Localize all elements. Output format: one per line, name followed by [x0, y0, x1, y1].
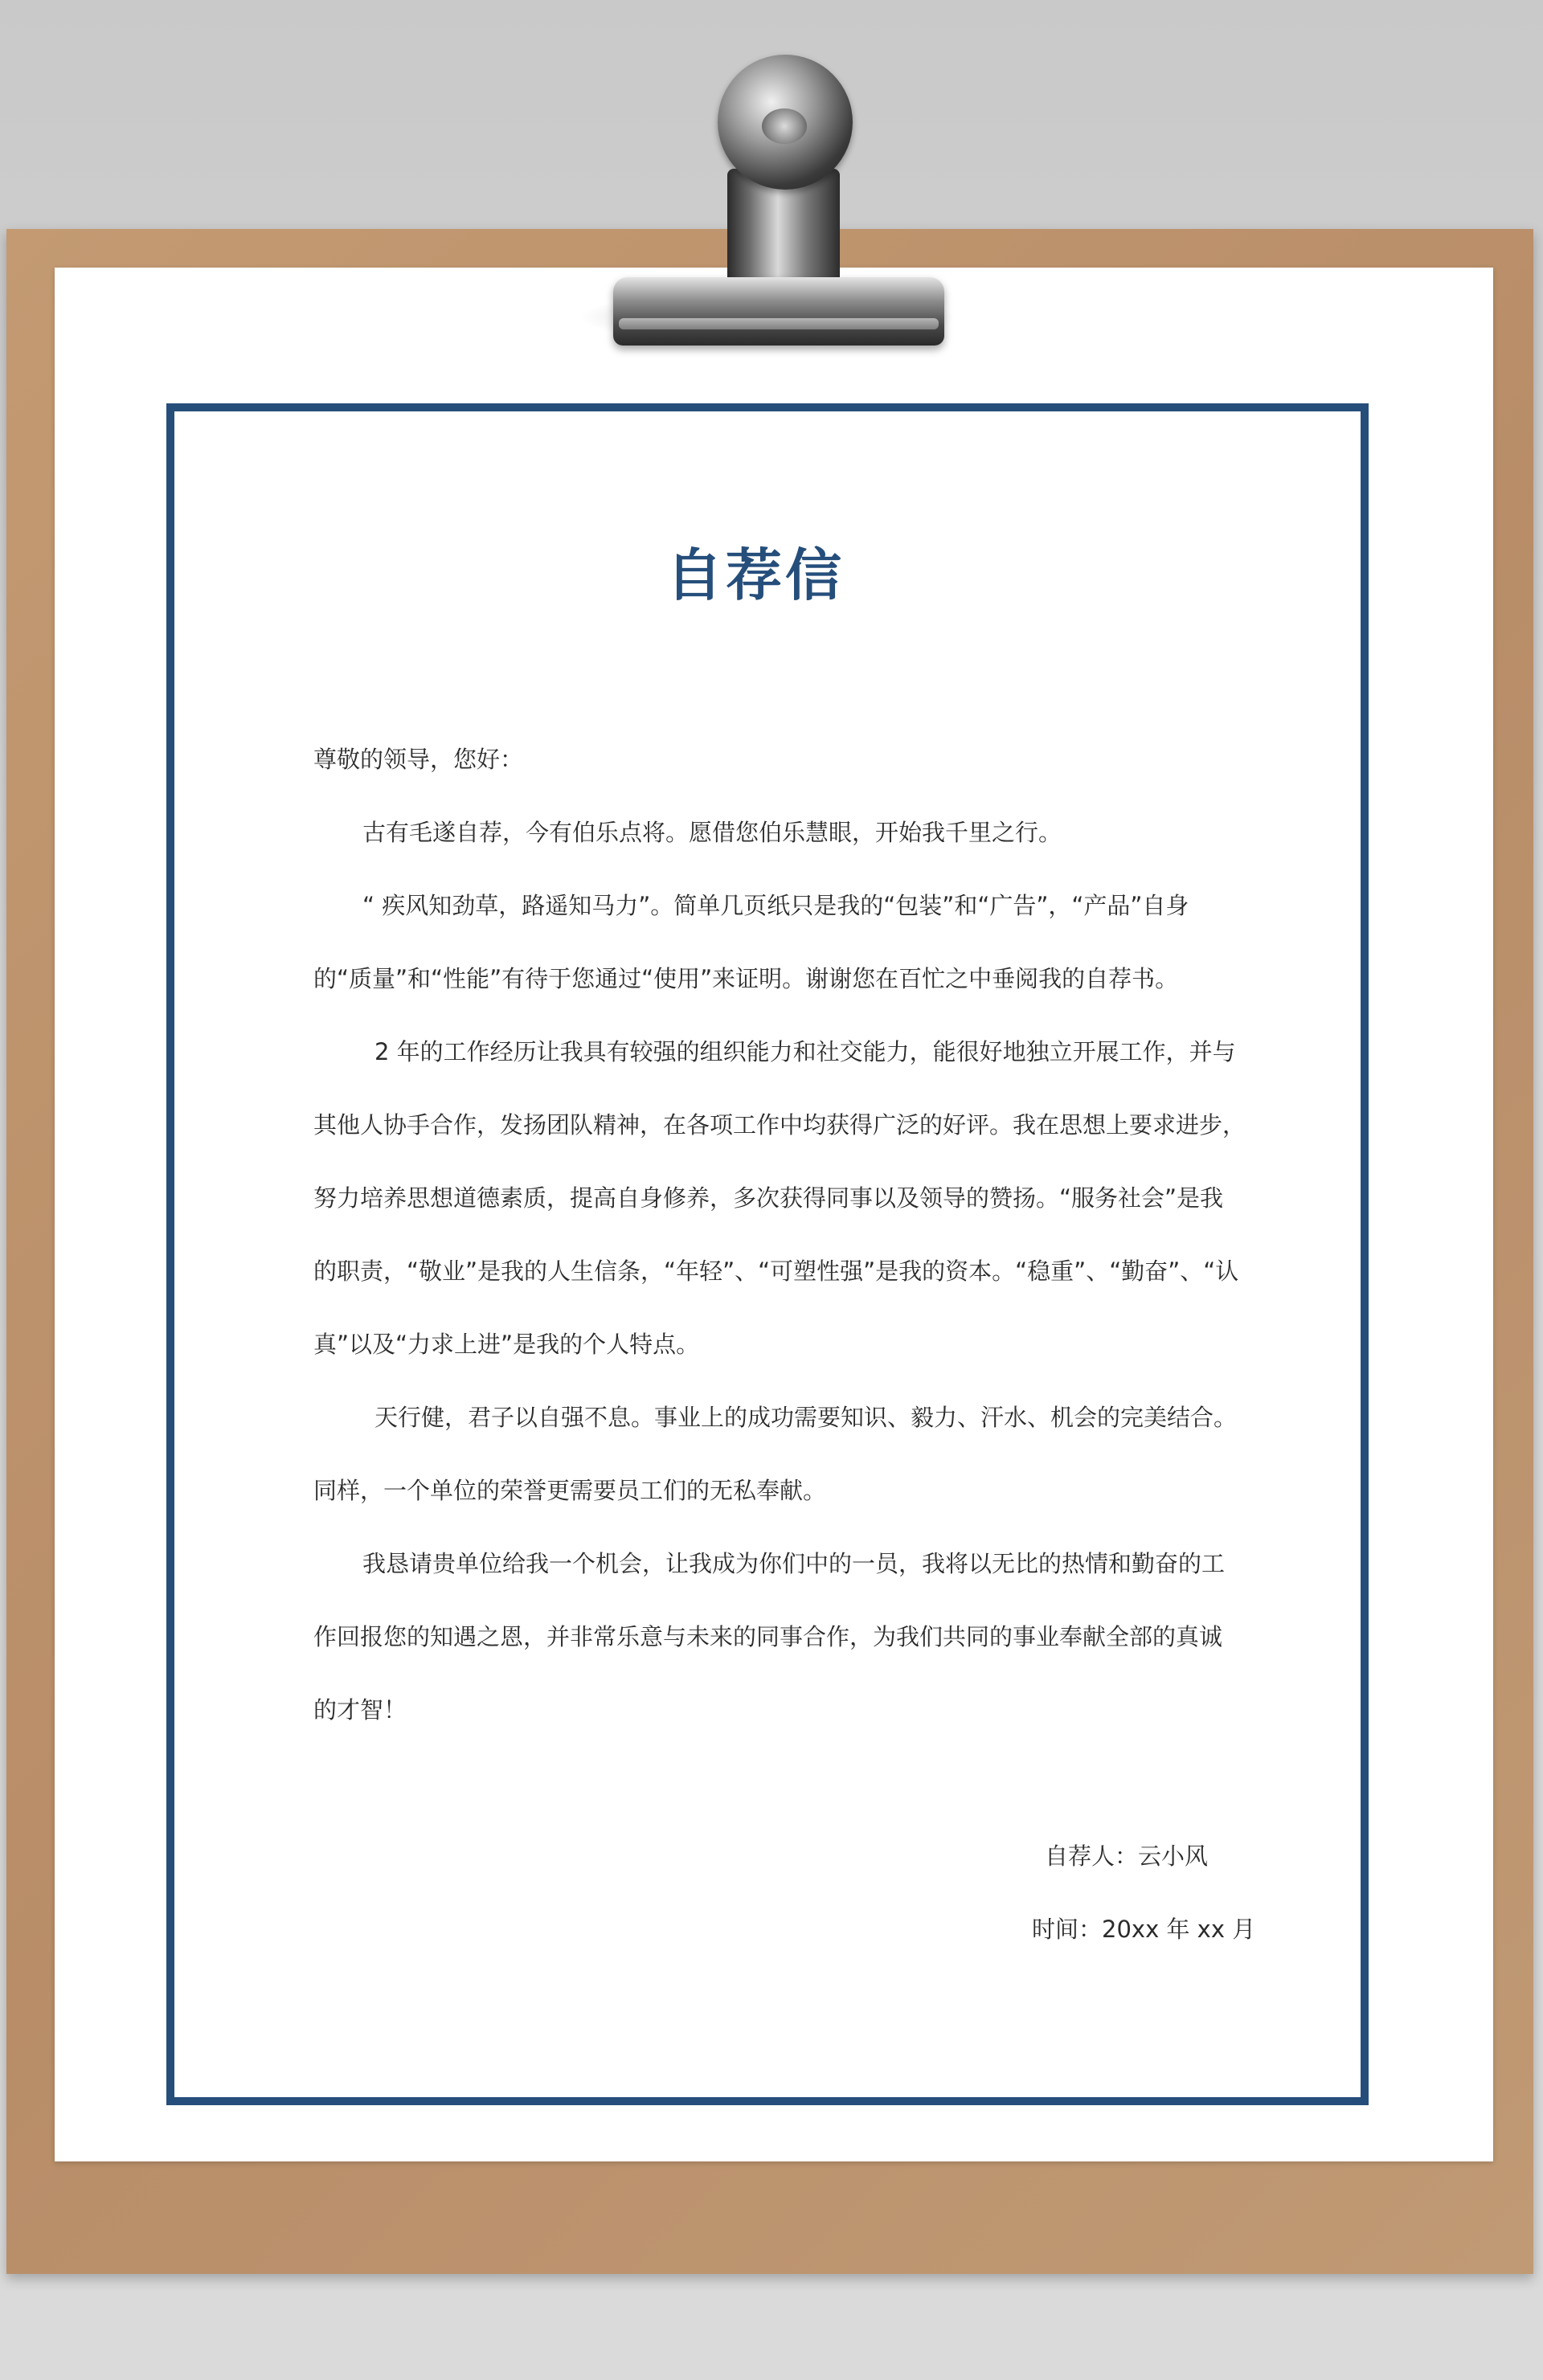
letter-line-8: 真”以及“力求上进”是我的个人特点。 — [313, 1331, 700, 1358]
letter-line-13: 的才智！ — [313, 1696, 407, 1724]
letter-line-11: 我恳请贵单位给我一个机会，让我成为你们中的一员，我将以无比的热情和勤奋的工 — [362, 1550, 1226, 1577]
letter-line-3: 的“质量”和“性能”有待于您通过“使用”来证明。谢谢您在百忙之中垂阅我的自荐书。 — [313, 965, 1179, 992]
letter-line-2: “ 疾风知劲草，路遥知马力”。简单几页纸只是我的“包装”和“广告”，“产品”自身 — [362, 892, 1189, 919]
letter-line-9: 天行健，君子以自强不息。事业上的成功需要知识、毅力、汗水、机会的完美结合。 — [374, 1404, 1238, 1431]
letter-title: 自荐信 — [666, 542, 845, 608]
letter-line-7: 的职责，“敬业”是我的人生信条，“年轻”、“可塑性强”是我的资本。“稳重”、“勤奋”、“认 — [313, 1257, 1239, 1285]
clip-ring-hole — [762, 108, 807, 144]
letter-line-4: 2 年的工作经历让我具有较强的组织能力和社交能力，能很好地独立开展工作，并与 — [374, 1038, 1236, 1065]
letter-line-12: 作回报您的知遇之恩，并非常乐意与未来的同事合作，为我们共同的事业奉献全部的真诚 — [313, 1623, 1223, 1650]
clip-base-edge — [619, 318, 939, 329]
letter-signature: 自荐人：云小风 — [1045, 1842, 1209, 1870]
clip-base — [613, 277, 944, 346]
letter-salutation: 尊敬的领导，您好： — [313, 746, 524, 773]
letter-line-10: 同样，一个单位的荣誉更需要员工们的无私奉献。 — [313, 1477, 827, 1504]
letter-line-6: 努力培养思想道德素质，提高自身修养，多次获得同事以及领导的赞扬。“服务社会”是我 — [313, 1184, 1224, 1212]
letter-line-5: 其他人协手合作，发扬团队精神，在各项工作中均获得广泛的好评。我在思想上要求进步， — [313, 1111, 1246, 1139]
letter-date: 时间：20xx 年 xx 月 — [1032, 1916, 1256, 1943]
letter-line-1: 古有毛遂自荐，今有伯乐点将。愿借您伯乐慧眼，开始我千里之行。 — [362, 819, 1062, 846]
